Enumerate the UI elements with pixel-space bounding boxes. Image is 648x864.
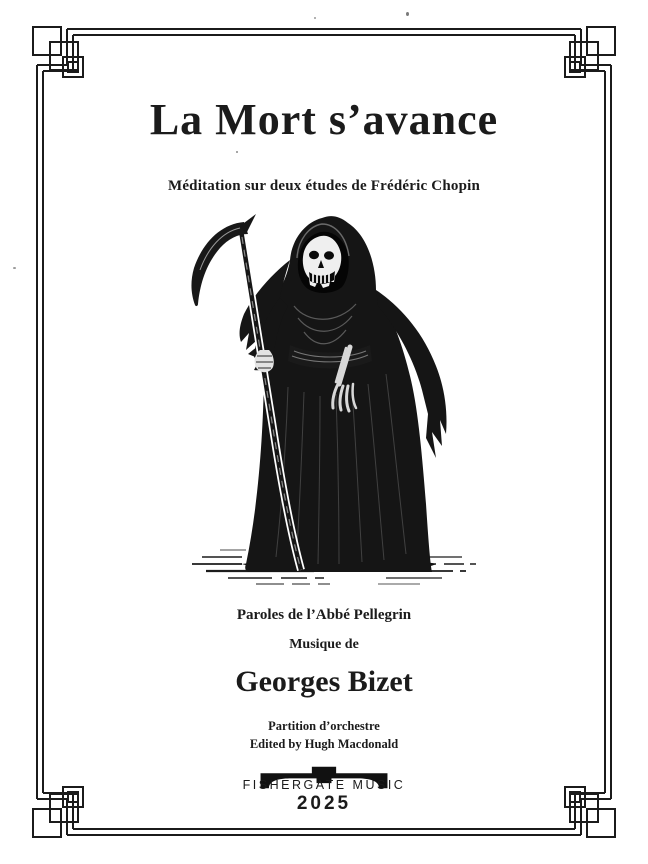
lyricist-credit: Paroles de l’Abbé Pellegrin <box>236 607 412 623</box>
grim-reaper-illustration <box>180 212 480 592</box>
composer-name: Georges Bizet <box>235 665 413 698</box>
eye-socket <box>309 251 319 259</box>
scan-speck <box>13 267 16 269</box>
subtitle: Méditation sur deux études de Frédéric Chopin <box>167 178 481 194</box>
editor-credit: Edited by Hugh Macdonald <box>249 737 399 751</box>
eye-socket <box>324 251 334 259</box>
scan-speck <box>406 12 409 16</box>
publication-year: 2025 <box>296 793 352 814</box>
edition-note: Partition d’orchestre <box>268 719 380 733</box>
scan-speck <box>314 17 316 19</box>
page-title: La Mort s’avance <box>149 95 499 144</box>
publisher-name: FISHERGATE MUSIC <box>242 778 406 792</box>
skeletal-hand-grip <box>255 350 274 372</box>
scan-speck <box>236 151 238 153</box>
grim-reaper-icon <box>180 212 480 592</box>
music-credit-label: Musique de <box>289 637 359 652</box>
